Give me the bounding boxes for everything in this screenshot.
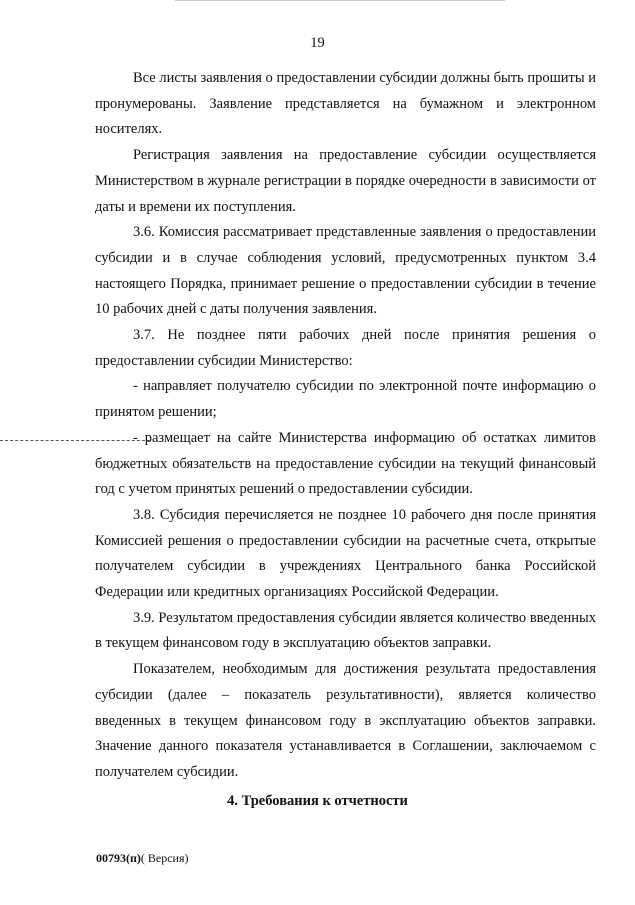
paragraph-performance-indicator: Показателем, необходимым для достижения результата предоставления субсидии (далее – показатель результативности), является количество введенных в текущем финансовом году в эксплуатацию объектов заправки. Значение данного показателя устанавливается в Соглашении, заключаемом с получателем субсидии. xyxy=(95,661,596,780)
body-text xyxy=(95,66,596,786)
paragraph-3-9: 3.9. Результатом предоставления субсидии является количество введенных в текущем финансовом году в эксплуатацию объектов заправки. xyxy=(95,609,596,652)
list-item-email-notice: - направляет получателю субсидии по электронной почте информацию о принятом решении; xyxy=(95,378,596,421)
paragraph-registration: Регистрация заявления на предоставление субсидии осуществляется Министерством в журнале регистрации в порядке очередности в зависимости от даты и времени их поступления. xyxy=(95,147,596,215)
document-code: 00793(п) xyxy=(96,851,141,865)
paragraph-application-sheets: Все листы заявления о предоставлении субсидии должны быть прошиты и пронумерованы. Заявление представляется на бумажном и электронном носителях. xyxy=(95,70,596,138)
version-label: ( Версия) xyxy=(140,851,189,865)
document-code-footer xyxy=(96,851,189,866)
list-item-website-posting: - размещает на сайте Министерства информацию об остатках лимитов бюджетных обязательств на предоставление субсидии на текущий финансовый год с учетом принятых решений о предоставлении субсидии. xyxy=(95,429,596,498)
paragraph-3-8: 3.8. Субсидия перечисляется не позднее 10 рабочего дня после принятия Комиссией решения о предоставлении субсидии на расчетные счета, открытые получателем субсидии в учреждениях Центрального банка Российской Федерации или кредитных организациях Российской Федерации. xyxy=(95,506,596,601)
page-number: 19 xyxy=(310,35,325,51)
paragraph-3-7: 3.7. Не позднее пяти рабочих дней после принятия решения о предоставлении субсидии Министерство: xyxy=(95,327,596,369)
paragraph-3-6: 3.6. Комиссия рассматривает представленные заявления о предоставлении субсидии и в случае соблюдения условий, предусмотренных пунктом 3.4 настоящего Порядка, принимает решение о предоставлении субсидии в течение 10 рабочих дней с даты получения заявления. xyxy=(95,224,596,318)
section-heading: 4. Требования к отчетности xyxy=(227,793,408,809)
scan-top-edge xyxy=(175,0,505,1)
